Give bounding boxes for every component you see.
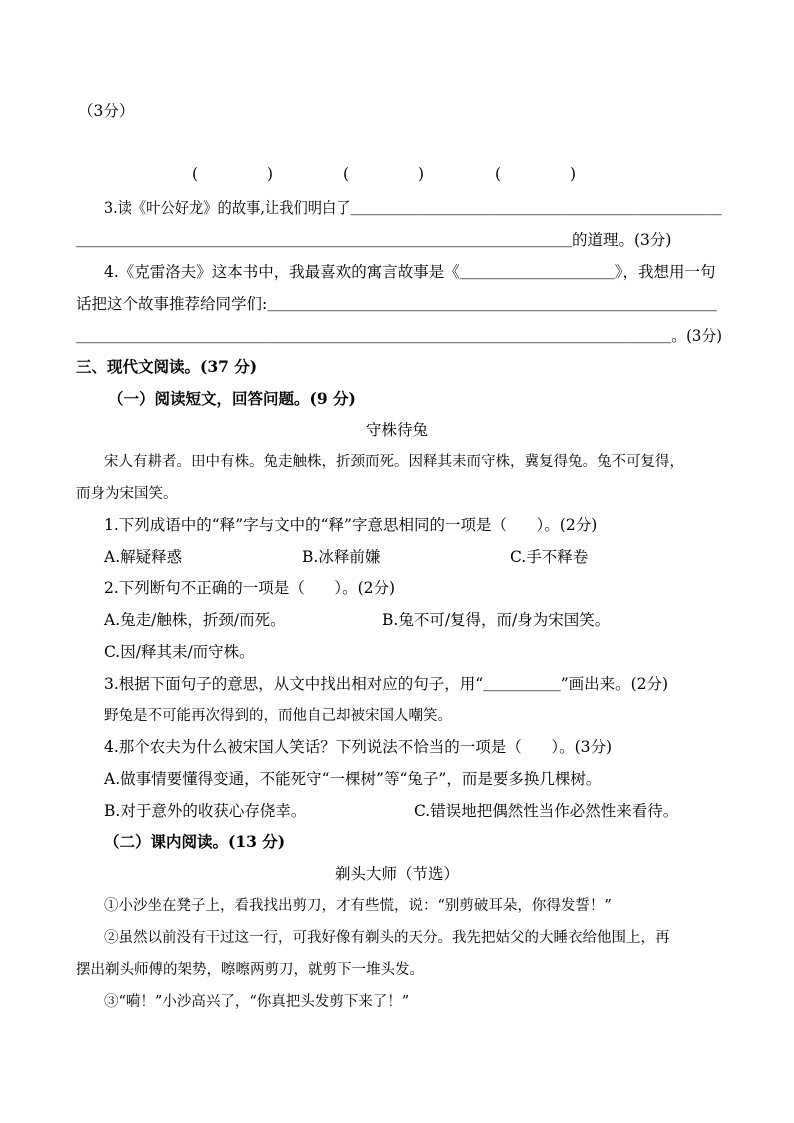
q4-option-c: C.错误地把偶然性当作必然性来看待。 (414, 802, 679, 820)
answer-blank-1[interactable]: ( ) (192, 165, 274, 183)
reading-paragraph-2-line-2: 摆出剃头师傅的架势，嚓嚓两剪刀，就剪下一堆头发。 (76, 962, 424, 978)
q4-option-b: B.对于意外的收获心存侥幸。 (104, 802, 307, 820)
part1-question-4: 4.那个农夫为什么被宋国人笑话？下列说法不恰当的一项是（ ）。(3分) (104, 738, 613, 756)
part1-question-2: 2.下列断句不正确的一项是（ ）。(2分) (104, 579, 396, 597)
reading-paragraph-1: ①小沙坐在凳子上，看我找出剪刀，才有些慌，说：“别剪破耳朵，你得发誓！” (104, 898, 612, 914)
q2-option-a: A.兔走/触株，折颈/而死。 (104, 611, 286, 629)
q1-option-b: B.冰释前嫌 (302, 548, 381, 566)
q1-option-c: C.手不释卷 (510, 548, 589, 566)
q4-option-a: A.做事情要懂得变通，不能死守“一棵树”等“兔子”，而是要多换几棵树。 (104, 770, 602, 788)
answer-blank-3[interactable]: ( ) (495, 165, 577, 183)
q3-target-sentence: 野兔是不可能再次得到的，而他自己却被宋国人嘲笑。 (104, 708, 452, 724)
question-4-line-3: ＿＿＿＿＿＿＿＿＿＿＿＿＿＿＿＿＿＿＿＿＿＿＿＿＿＿＿＿＿＿＿＿＿＿＿＿＿＿＿＿。(3分) (76, 327, 723, 345)
q2-option-c: C.因/释其耒/而守株。 (104, 643, 255, 661)
part1-question-1: 1.下列成语中的“释”字与文中的“释”字意思相同的一项是（ ）。(2分) (104, 516, 598, 534)
part-2-heading: （二）课内阅读。(13 分) (104, 832, 286, 851)
passage-title: 守株待兔 (365, 421, 428, 439)
section-3-heading: 三、现代文阅读。(37 分) (76, 357, 258, 376)
question-4-line-2: 话把这个故事推荐给同学们:＿＿＿＿＿＿＿＿＿＿＿＿＿＿＿＿＿＿＿＿＿＿＿＿＿＿＿＿＿ (76, 295, 717, 313)
reading-paragraph-3: ③“嗬！”小沙高兴了，“你真把头发剪下来了！” (104, 994, 410, 1010)
question-3-line-2: ＿＿＿＿＿＿＿＿＿＿＿＿＿＿＿＿＿＿＿＿＿＿＿＿＿＿＿＿＿＿＿＿的道理。(3分) (76, 231, 672, 249)
reading-title: 剃头大师（节选） (334, 865, 459, 883)
question-4-line-1: 4.《克雷洛夫》这本书中，我最喜欢的寓言故事是《＿＿＿＿＿＿＿＿＿＿》，我想用一句 (104, 263, 716, 281)
score-note: （3分） (78, 102, 135, 120)
answer-blank-2[interactable]: ( ) (343, 165, 425, 183)
q2-option-b: B.兔不可/复得，而/身为宋国笑。 (382, 611, 611, 629)
part-1-heading: （一）阅读短文，回答问题。(9 分) (108, 389, 356, 408)
passage-line-1: 宋人有耕者。田中有株。兔走触株，折颈而死。因释其耒而守株，冀复得兔。兔不可复得， (104, 454, 684, 470)
q1-option-a: A.解疑释惑 (104, 548, 183, 566)
part1-question-3: 3.根据下面句子的意思，从文中找出相对应的句子，用“＿＿＿＿＿”画出来。(2分) (104, 675, 669, 693)
question-3-line-1: 3.读《叶公好龙》的故事,让我们明白了＿＿＿＿＿＿＿＿＿＿＿＿＿＿＿＿＿＿＿＿＿＿＿＿＿＿ (104, 199, 722, 217)
reading-paragraph-2-line-1: ②虽然以前没有干过这一行，可我好像有剃头的天分。我先把姑父的大睡衣给他围上，再 (104, 930, 670, 946)
passage-line-2: 而身为宋国笑。 (76, 486, 178, 502)
